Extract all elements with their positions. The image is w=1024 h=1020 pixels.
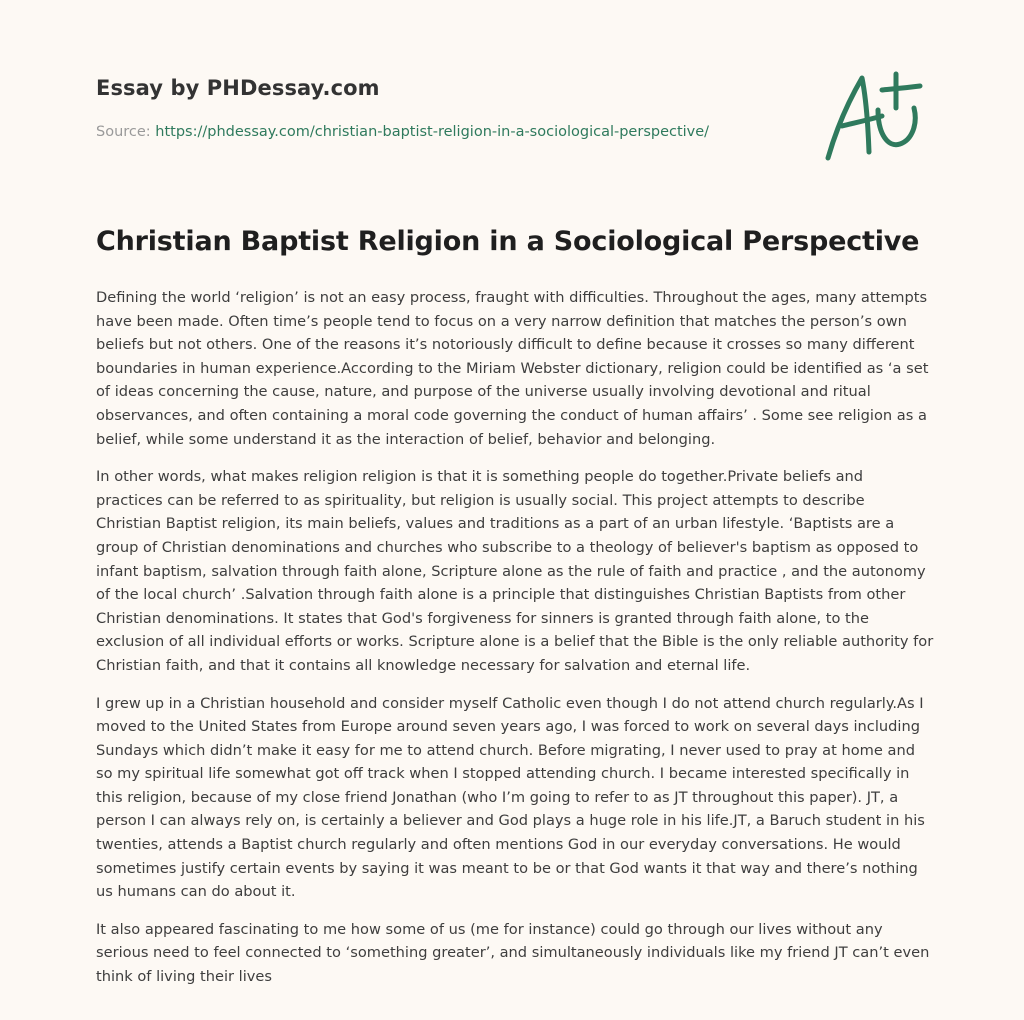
essay-paragraph: I grew up in a Christian household and consider myself Catholic even though I do not attend church regularly.As I moved to the United States from Europe around seven years ago, I was forced to work on several days including Sundays which didn’t make it easy for me to attend church. Before migrating, I never used to pray at home and so my spiritual life somewhat got off track when I stopped attending church. I became interested specifically in this religion, because of my close friend Jonathan (who I’m going to refer to as JT throughout this paper). JT, a person I can always rely on, is certainly a believer and God plays a huge role in his life.JT, a Baruch student in his twenties, attends a Baptist church regularly and often mentions God in our everyday conversations. He would sometimes justify certain events by saying it was meant to be or that God wants it that way and there’s nothing us humans can do about it. bbox=[96, 694, 925, 901]
source-line bbox=[96, 124, 709, 140]
essay-paragraph: It also appeared fascinating to me how some of us (me for instance) could go through our lives without any serious need to feel connected to ‘something greater’, and simultaneously individuals like my friend JT can’t even think of living their lives bbox=[96, 920, 930, 986]
a-plus-grade-icon bbox=[822, 68, 932, 164]
site-title: Essay by PHDessay.com bbox=[96, 76, 380, 100]
essay-body bbox=[96, 286, 934, 1003]
source-link[interactable]: https://phdessay.com/christian-baptist-religion-in-a-sociological-perspective/ bbox=[155, 124, 710, 140]
essay-title: Christian Baptist Religion in a Sociological Perspective bbox=[96, 226, 920, 257]
essay-paragraph: In other words, what makes religion religion is that it is something people do together.Private beliefs and practices can be referred to as spirituality, but religion is usually social. This project attempts to describe Christian Baptist religion, its main beliefs, values and traditions as a part of an urban lifestyle. ‘Baptists are a group of Christian denominations and churches who subscribe to a theology of believer's baptism as opposed to infant baptism, salvation through faith alone, Scripture alone as the rule of faith and practice , and the autonomy of the local church’ .Salvation through faith alone is a principle that distinguishes Christian Baptists from other Christian denominations. It states that God's forgiveness for sinners is granted through faith alone, to the exclusion of all individual efforts or works. Scripture alone is a belief that the Bible is the only reliable authority for Christian faith, and that it contains all knowledge necessary for salvation and eternal life. bbox=[96, 468, 934, 674]
source-label: Source: bbox=[96, 124, 156, 140]
essay-paragraph: Defining the world ‘religion’ is not an easy process, fraught with difficulties. Throughout the ages, many attempts have been made. Often time’s people tend to focus on a very narrow definition that matches the person’s own beliefs but not others. One of the reasons it’s notoriously difficult to define because it crosses so many different boundaries in human experience.According to the Miriam Webster dictionary, religion could be identified as ‘a set of ideas concerning the cause, nature, and purpose of the universe usually involving devotional and ritual observances, and often containing a moral code governing the conduct of human affairs’ . Some see religion as a belief, while some understand it as the interaction of belief, behavior and belonging. bbox=[96, 289, 929, 448]
